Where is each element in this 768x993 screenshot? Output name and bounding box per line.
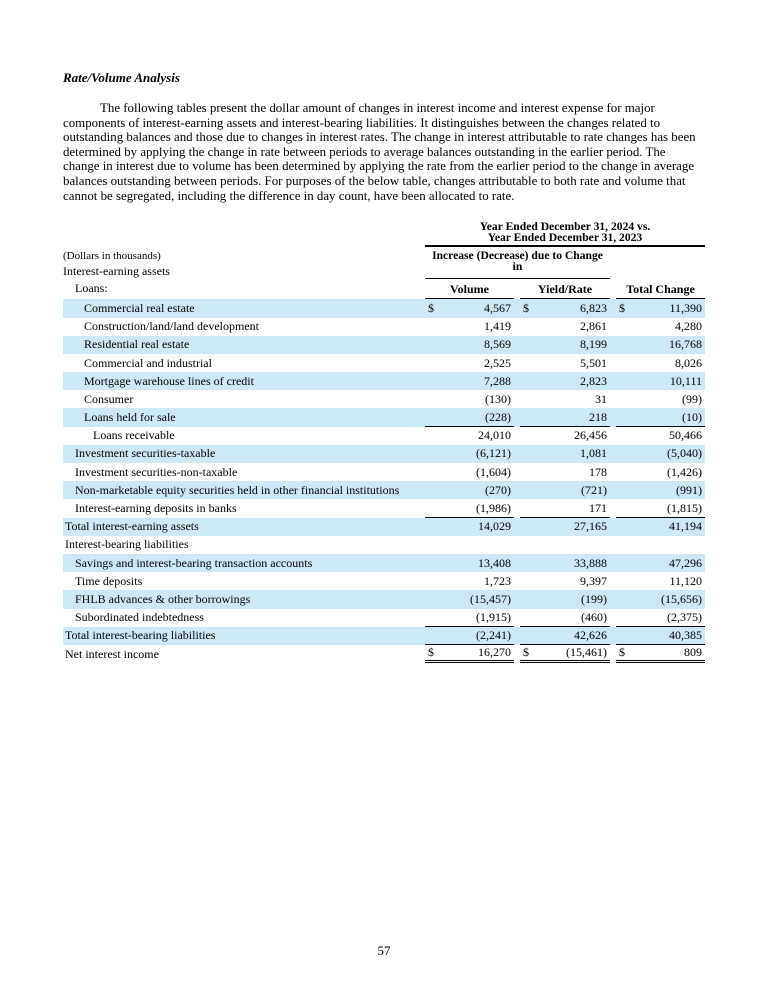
row-label: Total interest-bearing liabilities [65, 628, 216, 643]
volume-cell [425, 372, 514, 390]
yield-rate-cell [520, 481, 610, 499]
volume-value: (6,121) [476, 446, 511, 461]
change-in-header-line1: Increase (Decrease) due to Change [432, 249, 603, 263]
total-change-value: 11,120 [669, 573, 702, 588]
total-change-value: 47,296 [669, 555, 702, 570]
row-label: Loans receivable [93, 428, 175, 443]
total-change-value: 40,385 [669, 627, 702, 642]
row-label: Construction/land/land development [84, 319, 259, 334]
yield-rate-value: 218 [589, 409, 607, 424]
dollar-sign: $ [523, 645, 529, 659]
volume-value: (15,457) [470, 591, 511, 606]
yield-rate-value: 31 [595, 391, 607, 406]
volume-cell [425, 390, 514, 408]
change-in-header [425, 247, 610, 279]
yield-rate-cell [520, 318, 610, 336]
loans-label: Loans: [75, 281, 108, 296]
volume-cell [425, 318, 514, 336]
total-change-value: 809 [684, 645, 702, 659]
row-label: FHLB advances & other borrowings [75, 591, 251, 606]
page-content [63, 0, 705, 663]
yield-rate-value: (199) [581, 591, 607, 606]
yield-rate-value: 42,626 [574, 627, 607, 642]
total-change-value: (2,375) [667, 609, 702, 624]
yield-rate-value: 2,861 [580, 319, 607, 334]
total-change-cell [616, 354, 705, 372]
volume-value: (1,915) [476, 609, 511, 624]
total-change-value: 11,390 [669, 300, 702, 315]
row-label: Mortgage warehouse lines of credit [84, 373, 254, 388]
total-change-cell [616, 463, 705, 481]
volume-cell [425, 572, 514, 590]
row-label: Time deposits [75, 573, 143, 588]
total-change-cell [616, 318, 705, 336]
yield-rate-value: 171 [589, 500, 607, 515]
row-label: Investment securities-taxable [75, 446, 216, 461]
yield-rate-cell [520, 645, 610, 663]
dollar-sign: $ [619, 300, 625, 315]
row-label: Investment securities-non-taxable [75, 464, 238, 479]
table-row [63, 354, 705, 372]
dollar-sign: $ [523, 300, 529, 315]
row-label: Commercial and industrial [84, 355, 212, 370]
dollar-sign: $ [428, 645, 434, 659]
total-change-cell [616, 554, 705, 572]
table-row [63, 554, 705, 572]
table-row [63, 299, 705, 317]
volume-cell [425, 499, 514, 517]
yield-rate-cell [520, 572, 610, 590]
volume-cell [425, 481, 514, 499]
total-change-value: (991) [676, 482, 702, 497]
total-change-cell [616, 390, 705, 408]
yield-rate-cell [520, 445, 610, 463]
yield-rate-value: 26,456 [574, 428, 607, 443]
yield-rate-value: (15,461) [566, 645, 607, 659]
volume-cell [425, 408, 514, 426]
yield-rate-cell [520, 427, 610, 445]
column-header-yield-rate: Yield/Rate [520, 279, 610, 299]
volume-cell [425, 354, 514, 372]
volume-cell [425, 336, 514, 354]
table-row [63, 336, 705, 354]
volume-value: 7,288 [484, 373, 511, 388]
table-row [63, 627, 705, 645]
volume-value: (130) [485, 391, 511, 406]
yield-rate-value: 8,199 [580, 337, 607, 352]
table-row [63, 518, 705, 536]
total-change-value: 16,768 [669, 337, 702, 352]
volume-cell [425, 627, 514, 645]
total-change-cell [616, 299, 705, 317]
row-label: Total interest-earning assets [65, 519, 199, 534]
yield-rate-cell [520, 463, 610, 481]
total-change-cell [616, 427, 705, 445]
row-label: Interest-earning deposits in banks [75, 501, 237, 515]
total-change-cell [616, 408, 705, 426]
volume-cell [425, 554, 514, 572]
volume-cell [425, 463, 514, 481]
volume-value: (1,986) [476, 500, 511, 515]
mid-header-row [63, 247, 705, 279]
left-header-labels [63, 247, 425, 279]
table-row [63, 390, 705, 408]
section-title: Rate/Volume Analysis [63, 70, 180, 85]
table-row [63, 372, 705, 390]
yield-rate-cell [520, 499, 610, 517]
volume-value: (1,604) [476, 464, 511, 479]
yield-rate-value: (460) [581, 609, 607, 624]
yield-rate-cell [520, 627, 610, 645]
total-change-cell [616, 481, 705, 499]
rate-volume-table [63, 222, 705, 663]
total-change-value: (1,426) [667, 464, 702, 479]
volume-value: (270) [485, 482, 511, 497]
yield-rate-value: 2,823 [580, 373, 607, 388]
total-change-cell [616, 572, 705, 590]
total-change-cell [616, 627, 705, 645]
row-label: Loans held for sale [84, 410, 176, 425]
volume-value: 16,270 [478, 645, 511, 659]
period-header-line1: Year Ended December 31, 2024 vs. [479, 220, 651, 234]
yield-rate-cell [520, 518, 610, 536]
yield-rate-value: (721) [581, 482, 607, 497]
yield-rate-value: 6,823 [580, 300, 607, 315]
total-change-value: 50,466 [669, 428, 702, 443]
column-header-total-change: Total Change [616, 279, 705, 299]
table-row [63, 645, 705, 663]
total-change-value: (1,815) [667, 500, 702, 515]
volume-cell [425, 427, 514, 445]
yield-rate-value: 9,397 [580, 573, 607, 588]
total-change-cell [616, 536, 705, 554]
volume-cell [425, 609, 514, 627]
dollar-sign: $ [619, 645, 625, 659]
yield-rate-cell [520, 408, 610, 426]
volume-cell [425, 590, 514, 608]
row-label: Commercial real estate [84, 300, 195, 315]
dollar-sign: $ [428, 300, 434, 315]
dollars-note: (Dollars in thousands) [63, 250, 161, 263]
table-row [63, 427, 705, 445]
yield-rate-cell [520, 390, 610, 408]
row-label: Consumer [84, 391, 134, 406]
column-header-volume: Volume [425, 279, 514, 299]
total-change-cell [616, 336, 705, 354]
volume-cell [425, 518, 514, 536]
table-row [63, 499, 705, 517]
row-label: Subordinated indebtedness [75, 610, 204, 625]
table-row [63, 318, 705, 336]
period-header-row [63, 222, 705, 247]
row-label: Interest-bearing liabilities [65, 537, 189, 552]
volume-value: 14,029 [478, 519, 511, 534]
total-change-cell [616, 499, 705, 517]
column-header-row [63, 279, 705, 299]
row-label: Net interest income [65, 646, 159, 661]
yield-rate-cell [520, 609, 610, 627]
volume-value: 1,419 [484, 319, 511, 334]
yield-rate-value: 1,081 [580, 446, 607, 461]
table-row [63, 609, 705, 627]
total-change-cell [616, 590, 705, 608]
table-body [63, 299, 705, 663]
table-row [63, 408, 705, 426]
table-row [63, 481, 705, 499]
yield-rate-cell [520, 336, 610, 354]
volume-cell [425, 299, 514, 317]
row-label: Savings and interest-bearing transaction accounts [75, 555, 313, 570]
volume-value: (2,241) [476, 627, 511, 642]
change-in-header-line2: in [512, 259, 523, 273]
total-change-cell [616, 372, 705, 390]
intro-paragraph: The following tables present the dollar amount of changes in interest income and interest expense for major components of interest-earning assets and interest-bearing liabilities. It distinguishes between the changes related to outstanding balances and those due to changes in interest rates. The change in interest attributable to rate changes has been determined by applying the change in rate between periods to average balances outstanding in the earlier period. The change in interest due to volume has been determined by applying the rate from the earlier period to the change in average balances outstanding between periods. For purposes of the below table, changes attributable to both rate and volume that cannot be segregated, including the difference in day count, have been allocated to rate. [63, 101, 696, 203]
yield-rate-cell [520, 590, 610, 608]
yield-rate-cell [520, 554, 610, 572]
yield-rate-cell [520, 354, 610, 372]
total-change-value: (10) [682, 409, 702, 424]
volume-value: 13,408 [478, 555, 511, 570]
total-change-value: (5,040) [667, 446, 702, 461]
yield-rate-cell [520, 299, 610, 317]
yield-rate-value: 27,165 [574, 519, 607, 534]
yield-rate-value: 33,888 [574, 555, 607, 570]
volume-value: 8,569 [484, 337, 511, 352]
table-row [63, 445, 705, 463]
row-group-label: Interest-earning assets [63, 264, 170, 279]
period-header [425, 222, 705, 247]
volume-value: (228) [485, 409, 511, 424]
volume-cell [425, 536, 514, 554]
total-change-value: (99) [682, 391, 702, 406]
table-row [63, 463, 705, 481]
volume-value: 1,723 [484, 573, 511, 588]
total-change-cell [616, 645, 705, 663]
volume-value: 24,010 [478, 428, 511, 443]
table-row [63, 536, 705, 554]
volume-cell [425, 445, 514, 463]
total-change-value: 8,026 [675, 355, 702, 370]
total-change-value: (15,656) [661, 591, 702, 606]
yield-rate-cell [520, 536, 610, 554]
yield-rate-value: 178 [589, 464, 607, 479]
row-label: Residential real estate [84, 337, 190, 352]
table-row [63, 572, 705, 590]
table-row [63, 590, 705, 608]
total-change-cell [616, 445, 705, 463]
page-number: 57 [377, 944, 391, 958]
header-spacer [63, 222, 425, 247]
total-change-cell [616, 609, 705, 627]
total-change-cell [616, 518, 705, 536]
row-label: Non-marketable equity securities held in other financial institutions [75, 482, 400, 497]
volume-value: 4,567 [484, 300, 511, 315]
yield-rate-value: 5,501 [580, 355, 607, 370]
period-header-line2: Year Ended December 31, 2023 [487, 230, 643, 244]
total-change-value: 4,280 [675, 319, 702, 334]
yield-rate-cell [520, 372, 610, 390]
volume-value: 2,525 [484, 355, 511, 370]
total-change-value: 41,194 [669, 519, 702, 534]
header-filler [610, 247, 705, 279]
total-change-value: 10,111 [669, 373, 702, 388]
volume-cell [425, 645, 514, 663]
